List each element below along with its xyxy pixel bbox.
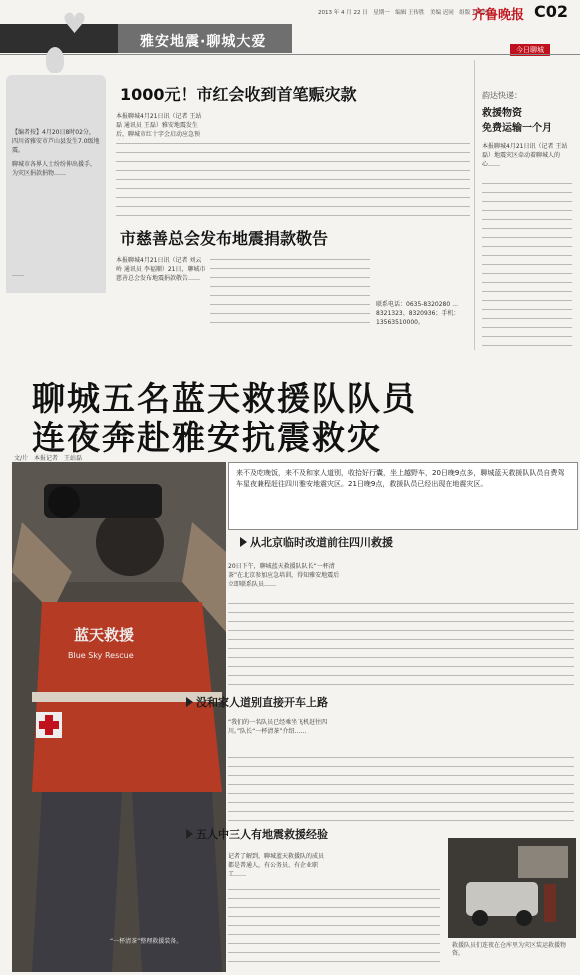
candle-flame-icon <box>46 47 64 73</box>
article2-text-lines <box>210 256 370 326</box>
sidebar-body: 本报聊城4月21日讯（记者 王站磊）地震灾区牵动着聊城人的心…… <box>482 143 568 168</box>
article2-headline: 市慈善总会发布地震捐款敬告 <box>120 229 329 248</box>
vehicle-wheel-back <box>516 910 532 926</box>
vest-stripe <box>32 692 222 702</box>
article1-body: 本报聊城4月21日讯（记者 王站磊 通讯员 王磊）雅安地震发生后，聊城市红十字会启动应急预 <box>116 113 202 138</box>
sub3-text-lines <box>228 886 440 970</box>
candle-tail: …… <box>12 271 24 278</box>
sidebar-divider <box>474 60 475 350</box>
subhead1: 从北京临时改道前往四川救援 <box>250 536 393 549</box>
article1-text-lines <box>116 140 470 220</box>
candle-intro: 【编者按】4月20日8时02分，四川省雅安市芦山县发生7.0级地震。 <box>12 129 100 154</box>
candle-body: 聊城市各界人士纷纷伸出援手，为灾区捐款捐物…… <box>12 161 97 177</box>
vest-text1: 蓝天救援 <box>74 626 135 644</box>
section-tag: 今日聊城 <box>510 44 550 56</box>
paper-name: 齐鲁晚报 <box>472 8 525 23</box>
page-number: C02 <box>534 2 569 21</box>
date-line: 2013 年 4 月 22 日 星期一 编辑 王传胜 美编 迟同 组版 肖婷婷 <box>318 10 489 16</box>
main-headline-line1: 聊城五名蓝天救援队队员 <box>32 379 417 418</box>
sub1-text-lines <box>228 600 574 688</box>
sidebar-title-line2: 免费运输一个月 <box>482 123 552 134</box>
article2-contact: 联系电话：0635-8320280 … 8321323、8320936；手机：13563510000。 <box>376 301 460 326</box>
rescuer-photo <box>12 462 226 972</box>
vehicle-wheel-front <box>472 910 488 926</box>
article2-body: 本报聊城4月21日讯（记者 刘云岭 通讯员 李福顺）21日，聊城市慈善总会发布地震捐款敬告…… <box>116 257 206 282</box>
worker <box>544 884 556 922</box>
banner-title: 雅安地震·聊城大爱 <box>140 34 267 50</box>
candle-box <box>6 75 106 293</box>
main-headline-line2: 连夜奔赴雅安抗震救灾 <box>32 418 382 457</box>
main-byline: 文/片 本报记者 王站磊 <box>14 455 83 462</box>
intro-text: 来不及吃晚饭，来不及和家人道别，收拾好行囊，坐上越野车，20日晚9点多，聊城蓝天救援队队员自费驾车星夜兼程赶往四川雅安地震灾区。21日晚9点，救援队员已经出现在地震灾区。 <box>236 469 565 488</box>
sub2-text-lines <box>228 754 574 824</box>
header-rule <box>0 54 580 55</box>
warehouse-photo <box>448 838 576 938</box>
page-header <box>0 0 580 24</box>
hero-caption: “一杯清茶”整理救援装备。 <box>110 938 183 945</box>
subhead2-arrow-icon <box>186 697 193 707</box>
small-photo-caption: 救援队员们连夜在仓库里为灾区装运救援物资。 <box>452 942 567 957</box>
heart-icon: ♥ <box>62 7 88 40</box>
vest-text2: Blue Sky Rescue <box>68 651 134 660</box>
subhead3: 五人中三人有地震救援经验 <box>196 828 328 841</box>
article1-headline: 1000元！市红会收到首笔赈灾款 <box>120 85 357 104</box>
subhead1-arrow-icon <box>240 537 247 547</box>
sidebar-title-line1: 救援物资 <box>482 108 522 119</box>
sub3-body: 记者了解到，聊城蓝天救援队的成员都是普通人，有公务员、有企业职工…… <box>228 853 325 878</box>
sidebar-kicker: 韵达快递： <box>482 91 522 100</box>
red-cross-h <box>39 721 59 729</box>
rescuer-head <box>96 508 164 576</box>
camera-lens <box>48 486 80 518</box>
sidebar-text-lines <box>482 180 572 350</box>
warehouse-light <box>518 846 568 878</box>
sub2-body: “我们的一名队员已经乘坐飞机赶往四川。”队长“一杯清茶”介绍…… <box>228 719 328 735</box>
subhead3-arrow-icon <box>186 829 193 839</box>
sub1-body: 20日下午，聊城蓝天救援队队长“一杯清茶”在北京参加应急培训，得知雅安地震后立即联系队员…… <box>228 563 340 588</box>
subhead2: 没和家人道别直接开车上路 <box>196 696 328 709</box>
